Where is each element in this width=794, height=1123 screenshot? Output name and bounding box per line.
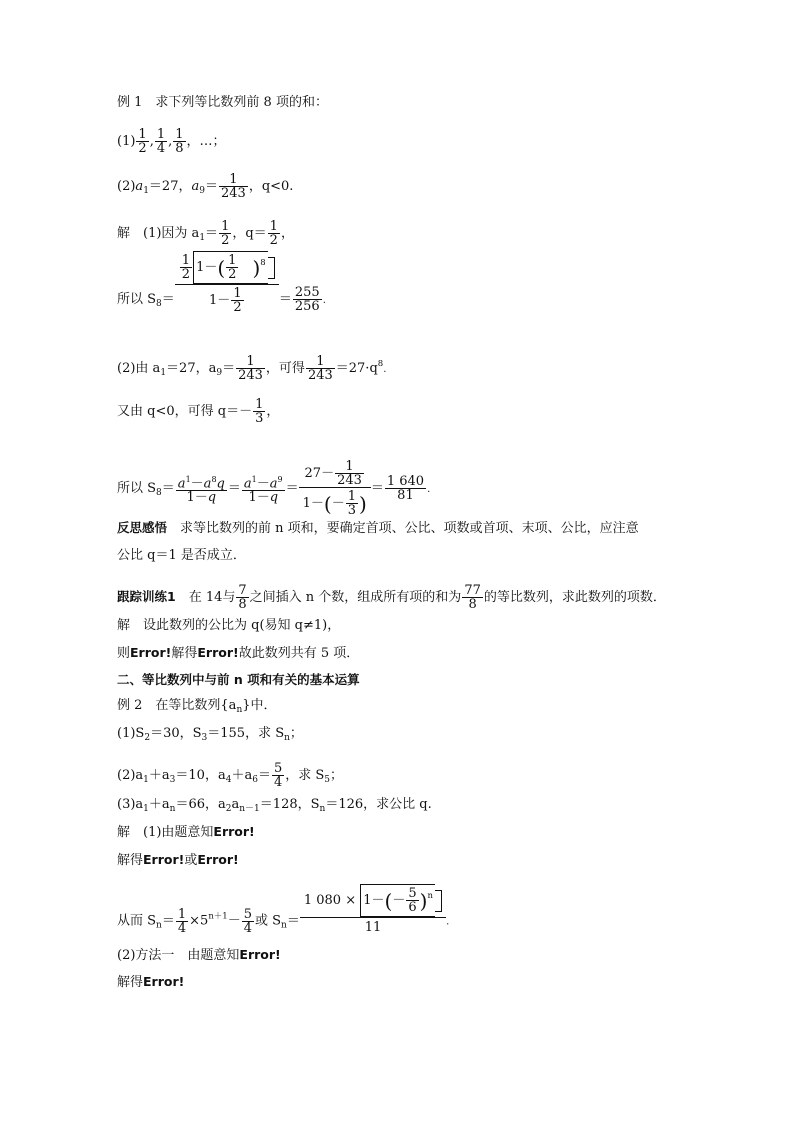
example-1-part-1: (1) $\frac{1}{2}$ , $\frac{1}{4}$ , $\frac{1}{8}$ ，…；: [117, 127, 226, 156]
solution-1-given: 解 (1)因为 $a_1=$ $\frac{1}{2}$ ，q＝ $\frac{1}{2}$ ，: [117, 219, 294, 248]
solution-1-s8: 所以 $S_8=$ $\frac{1}{2}$ 1－( $\frac{1}{2}$ )$^8$ 1－ $\frac{1}{2}$ ＝ $\frac{255}{256}$ .: [117, 253, 326, 315]
solution-2-sn-formula: 从而 $S_n=$ $\frac{1}{4}$ $\times 5^{n+1}-$ $\frac{5}{4}$ 或 $S_n=$ 1 080 × 1－(－ $\frac{5}{6}$ )$^n$ 11 .: [117, 886, 450, 936]
example-2-heading: 例 2 在等比数列$\{a_n\}$中．: [117, 698, 277, 715]
reflection-line-2: 公比 q＝1 是否成立．: [117, 548, 246, 563]
example-2-part-3: $(3)a_1+a_n=66$，$a_2a_{n-1}=128$，$S_n=126$，求公比 q.: [117, 797, 432, 814]
solution-1-q-value: 又由 q<0，可得 q＝－ $\frac{1}{3}$ ，: [117, 397, 280, 426]
training-1-result: 则Error!解得Error!故此数列共有 5 项．: [117, 645, 360, 661]
example-2-part-1: $(1)S_2=30$，$S_3=155$，求 $S_n$；: [117, 726, 303, 743]
solution-2-line-1: 解 (1)由题意知Error!: [117, 824, 255, 840]
training-1-solution: 解 设此数列的公比为 q(易知 q≠1)，: [117, 618, 341, 633]
solution-2-solve: 解得Error!: [117, 974, 185, 990]
solution-1-final: 所以 $S_8=$ $\frac{a^1-a^8q}{1-q}$ ＝ $\frac{a^1-a^9}{1-q}$ ＝ 27－ $\frac{1}{243}$ 1－(－ $\frac{1}{3}$ ) ＝ $\frac{1 640}{81}$ .: [117, 459, 431, 518]
example-2-part-2: $(2)a_1+a_3=10$，$a_4+a_6=$ $\frac{5}{4}$ ，求 $S_5$；: [117, 761, 344, 790]
example-1-heading: 例 1 求下列等比数列前 8 项的和：: [117, 95, 328, 110]
solution-2-line-2: 解得Error!或Error!: [117, 852, 239, 868]
section-2-title: 二、等比数列中与前 n 项和有关的基本运算: [117, 672, 360, 687]
solution-2-method-1: (2)方法一 由题意知Error!: [117, 947, 281, 963]
solution-1-part-2: (2)由 $a_1=27$，$a_9=$ $\frac{1}{243}$ ，可得 $\frac{1}{243}$ $=27\cdot q^8$.: [117, 354, 387, 383]
reflection-line-1: 反思感悟 求等比数列的前 n 项和，要确定首项、公比、项数或首项、末项、公比，应注意: [117, 520, 639, 536]
example-1-part-2: $(2)a_1=27$，$a_9=$ $\frac{1}{243}$ ，q<0.: [117, 172, 294, 201]
training-1-problem: 跟踪训练1 在 14与 $\frac{7}{8}$ 之间插入 n 个数，组成所有项的和为 $\frac{77}{8}$ 的等比数列，求此数列的项数．: [117, 583, 666, 612]
